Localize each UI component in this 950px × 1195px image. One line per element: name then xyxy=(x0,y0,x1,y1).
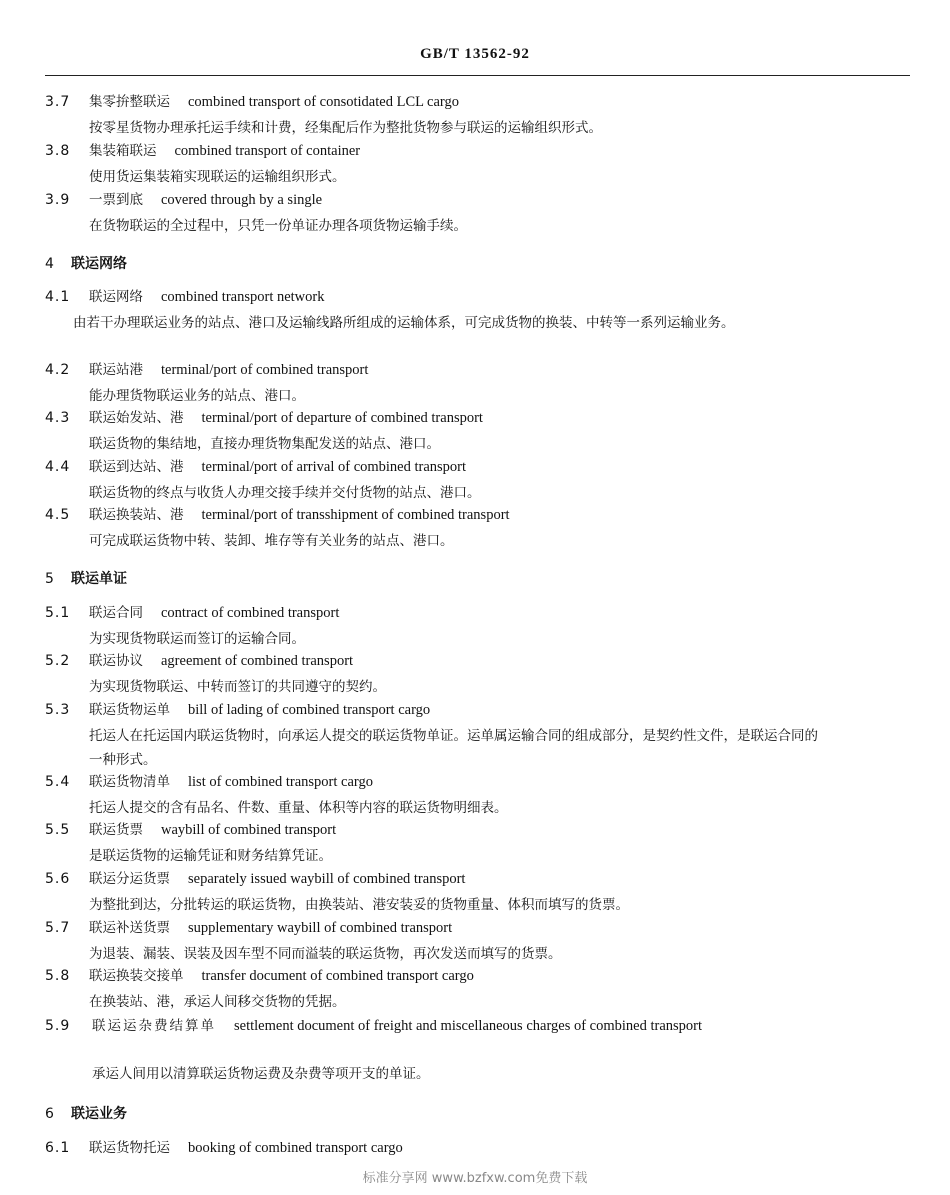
term-number: 4.4 xyxy=(45,459,71,475)
term-zh: 联运货物清单 xyxy=(89,774,170,790)
term-number: 3.9 xyxy=(45,192,71,208)
term-number: 5.9 xyxy=(45,1018,71,1034)
term-en: transfer document of combined transport cargo xyxy=(201,968,474,984)
term-en: terminal/port of combined transport xyxy=(161,362,369,378)
term-en: agreement of combined transport xyxy=(161,653,354,669)
term-number: 5.3 xyxy=(45,702,71,718)
term-number: 5.7 xyxy=(45,920,71,936)
term-en: booking of combined transport cargo xyxy=(188,1140,403,1156)
term-en: terminal/port of departure of combined transport xyxy=(201,410,483,426)
term-zh: 联运分运货票 xyxy=(89,871,170,887)
term-definition: 承运人间用以清算联运货物运费及杂费等项开支的单证。 xyxy=(92,1066,430,1082)
term-en: contract of combined transport xyxy=(161,605,340,621)
term-zh: 联运换装站、港 xyxy=(89,507,184,523)
term-en: waybill of combined transport xyxy=(161,822,337,838)
term-definition: 联运货物的集结地，直接办理货物集配发送的站点、港口。 xyxy=(89,436,440,452)
term-definition: 联运货物的终点与收货人办理交接手续并交付货物的站点、港口。 xyxy=(89,485,481,501)
section-number: 5 xyxy=(45,571,54,587)
term-en: terminal/port of arrival of combined transport xyxy=(201,459,467,475)
term-zh: 集零拚整联运 xyxy=(89,94,170,110)
term-number: 3.8 xyxy=(45,143,71,159)
term-definition: 能办理货物联运业务的站点、港口。 xyxy=(89,388,305,404)
term-en: terminal/port of transshipment of combined transport xyxy=(201,507,510,523)
section-heading xyxy=(45,253,127,273)
term-number: 4.2 xyxy=(45,362,71,378)
term-zh: 集装箱联运 xyxy=(89,143,157,159)
term-zh: 联运换装交接单 xyxy=(89,968,184,984)
term-en: bill of lading of combined transport cargo xyxy=(188,702,431,718)
term-definition: 为实现货物联运而签订的运输合同。 xyxy=(89,631,305,647)
term-zh: 一票到底 xyxy=(89,192,143,208)
section-number: 6 xyxy=(45,1106,54,1122)
term-definition: 在换装站、港，承运人间移交货物的凭据。 xyxy=(89,994,346,1010)
term-en: supplementary waybill of combined transport xyxy=(188,920,453,936)
term-zh: 联运补送货票 xyxy=(89,920,170,936)
section-title: 联运单证 xyxy=(71,571,127,587)
term-definition: 为整批到达，分批转运的联运货物，由换装站、港安装妥的货物重量、体积而填写的货票。 xyxy=(89,897,629,913)
term-definition: 为退装、漏装、误装及因车型不同而溢装的联运货物，再次发送而填写的货票。 xyxy=(89,946,562,962)
term-number: 4.1 xyxy=(45,289,71,305)
term-zh: 联运合同 xyxy=(89,605,143,621)
term-number: 5.1 xyxy=(45,605,71,621)
term-number: 5.2 xyxy=(45,653,71,669)
section-number: 4 xyxy=(45,256,54,272)
term-zh: 联运货票 xyxy=(89,822,143,838)
term-zh: 联运运杂费结算单 xyxy=(92,1018,216,1034)
term-zh: 联运网络 xyxy=(89,289,143,305)
term-number: 5.5 xyxy=(45,822,71,838)
term-en: settlement document of freight and miscellaneous charges of combined transport xyxy=(234,1018,703,1034)
term-definition: 是联运货物的运输凭证和财务结算凭证。 xyxy=(89,848,332,864)
term-zh: 联运始发站、港 xyxy=(89,410,184,426)
term-number: 5.4 xyxy=(45,774,71,790)
term-zh: 联运货物托运 xyxy=(89,1140,170,1156)
term-definition: 使用货运集装箱实现联运的运输组织形式。 xyxy=(89,169,346,185)
term-definition: 托运人提交的含有品名、件数、重量、体积等内容的联运货物明细表。 xyxy=(89,800,508,816)
term-number: 4.3 xyxy=(45,410,71,426)
section-title: 联运业务 xyxy=(71,1106,127,1122)
term-number: 5.8 xyxy=(45,968,71,984)
term-en: list of combined transport cargo xyxy=(188,774,373,790)
term-en: covered through by a single xyxy=(161,192,323,208)
section-heading xyxy=(45,568,127,588)
term-number: 5.6 xyxy=(45,871,71,887)
term-en: combined transport of consotidated LCL cargo xyxy=(188,94,459,110)
term-zh: 联运站港 xyxy=(89,362,143,378)
header-rule xyxy=(45,75,910,76)
term-definition: 托运人在托运国内联运货物时，向承运人提交的联运货物单证。运单属运输合同的组成部分，是契约性文件，是联运合同的一种形式。 xyxy=(89,728,818,768)
term-definition: 在货物联运的全过程中，只凭一份单证办理各项货物运输手续。 xyxy=(89,218,467,234)
document-code-header: GB/T 13562-92 xyxy=(420,46,530,62)
section-title: 联运网络 xyxy=(71,256,127,272)
term-number: 4.5 xyxy=(45,507,71,523)
term-zh: 联运协议 xyxy=(89,653,143,669)
term-definition: 由若干办理联运业务的站点、港口及运输线路所组成的运输体系，可完成货物的换装、中转等一系列运输业务。 xyxy=(73,315,735,331)
term-zh: 联运货物运单 xyxy=(89,702,170,718)
term-en: combined transport of container xyxy=(174,143,361,159)
term-definition: 可完成联运货物中转、装卸、堆存等有关业务的站点、港口。 xyxy=(89,533,454,549)
section-heading xyxy=(45,1103,127,1123)
term-definition: 按零星货物办理承托运手续和计费，经集配后作为整批货物参与联运的运输组织形式。 xyxy=(89,120,602,136)
term-definition: 为实现货物联运、中转而签订的共同遵守的契约。 xyxy=(89,679,386,695)
term-en: separately issued waybill of combined transport xyxy=(188,871,466,887)
term-number: 6.1 xyxy=(45,1140,71,1156)
term-zh: 联运到达站、港 xyxy=(89,459,184,475)
watermark-footer: 标准分享网 www.bzfxw.com免费下载 xyxy=(362,1171,588,1186)
term-en: combined transport network xyxy=(161,289,325,305)
term-number: 3.7 xyxy=(45,94,71,110)
